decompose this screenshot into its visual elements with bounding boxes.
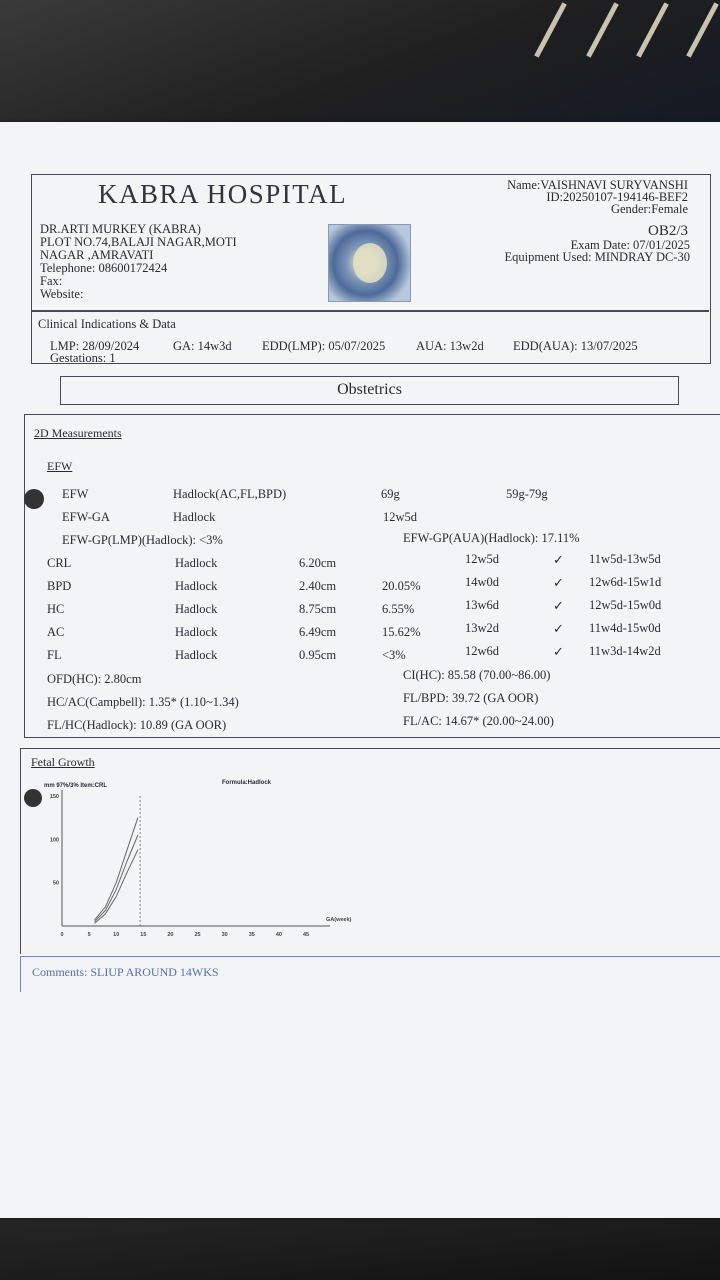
measurement-pct: <3% xyxy=(382,648,406,662)
chart-x-tick-label: 45 xyxy=(302,932,310,938)
background-top xyxy=(0,0,720,125)
measurement-value: 6.20cm xyxy=(299,556,337,570)
measurement-range: 11w5d-13w5d xyxy=(589,552,661,566)
measurement-check: ✓ xyxy=(553,598,564,613)
measurement-check: ✓ xyxy=(553,575,564,590)
chart-y-tick-label: 150 xyxy=(49,794,59,800)
efw-label: EFW xyxy=(62,487,89,501)
efw-value: 69g xyxy=(381,487,400,501)
efw-ga-method: Hadlock xyxy=(173,510,216,524)
chart-x-tick-label: 25 xyxy=(194,932,201,938)
gestations: Gestations: 1 xyxy=(50,351,116,365)
measurement-range: 12w5d-15w0d xyxy=(589,598,662,612)
background-stripe xyxy=(686,2,719,57)
bullet-marker xyxy=(24,489,44,509)
measurement-pct: 6.55% xyxy=(382,602,415,616)
fl-bpd: FL/BPD: 39.72 (GA OOR) xyxy=(403,691,539,705)
chart-x-tick-label: 10 xyxy=(113,932,120,938)
measurement-label: HC xyxy=(47,602,65,616)
ofd-hc: OFD(HC): 2.80cm xyxy=(47,672,142,686)
measurement-value: 6.49cm xyxy=(299,625,337,639)
ga: GA: 14w3d xyxy=(173,339,232,353)
aua: AUA: 13w2d xyxy=(416,339,484,353)
patient-id: ID:20250107-194146-BEF2 xyxy=(546,190,688,204)
measurement-ga: 13w2d xyxy=(465,621,500,635)
chart-x-tick-label: 35 xyxy=(248,932,255,938)
comments-text: Comments: SLIUP AROUND 14WKS xyxy=(32,965,219,979)
measurement-value: 2.40cm xyxy=(299,579,337,593)
measurements-heading: 2D Measurements xyxy=(34,426,122,440)
fax: Fax: xyxy=(40,274,63,288)
measurement-label: CRL xyxy=(47,556,72,570)
measurement-value: 0.95cm xyxy=(299,648,337,662)
measurement-label: AC xyxy=(47,625,65,639)
fl-hc: FL/HC(Hadlock): 10.89 (GA OOR) xyxy=(47,718,227,732)
measurement-method: Hadlock xyxy=(175,625,218,639)
fetal-growth-heading: Fetal Growth xyxy=(31,755,95,769)
measurement-check: ✓ xyxy=(553,552,564,567)
chart-x-axis-label: GA(week) xyxy=(326,917,352,923)
hc-ac: HC/AC(Campbell): 1.35* (1.10~1.34) xyxy=(47,695,239,709)
background-stripe xyxy=(534,2,567,57)
telephone: Telephone: 08600172424 xyxy=(40,261,168,275)
efw-heading: EFW xyxy=(47,459,73,473)
measurement-pct: 20.05% xyxy=(382,579,421,593)
efw-gp-lmp: EFW-GP(LMP)(Hadlock): <3% xyxy=(62,533,223,547)
efw-range: 59g-79g xyxy=(506,487,548,501)
ci-hc: CI(HC): 85.58 (70.00~86.00) xyxy=(403,668,551,682)
chart-formula: Formula:Hadlock xyxy=(222,780,272,786)
measurement-label: BPD xyxy=(47,579,72,593)
clinical-heading: Clinical Indications & Data xyxy=(38,317,176,331)
chart-y-tick-label: 100 xyxy=(49,837,59,844)
measurement-range: 12w6d-15w1d xyxy=(589,575,662,589)
measurement-value: 8.75cm xyxy=(299,602,337,616)
report-paper xyxy=(0,122,720,1218)
address-line-1: PLOT NO.74,BALAJI NAGAR,MOTI xyxy=(40,235,237,249)
patient-name: Name:VAISHNAVI SURYVANSHI xyxy=(507,178,688,192)
bullet-marker xyxy=(24,789,42,807)
efw-ga-label: EFW-GA xyxy=(62,510,110,524)
chart-item-label: mm 97%/3% Item:CRL xyxy=(44,783,108,789)
chart-x-tick-label: 5 xyxy=(87,932,91,938)
measurement-check: ✓ xyxy=(553,644,564,659)
background-stripe xyxy=(636,2,669,57)
exam-date: Exam Date: 07/01/2025 xyxy=(570,238,690,252)
fetal-growth-box xyxy=(20,748,720,954)
edd-lmp: EDD(LMP): 05/07/2025 xyxy=(262,339,386,353)
efw-method: Hadlock(AC,FL,BPD) xyxy=(173,487,287,501)
hospital-name: KABRA HOSPITAL xyxy=(98,179,348,209)
chart-x-tick-label: 15 xyxy=(140,932,147,938)
measurement-method: Hadlock xyxy=(175,648,218,662)
edd-aua: EDD(AUA): 13/07/2025 xyxy=(513,339,638,353)
patient-gender: Gender:Female xyxy=(610,202,688,216)
section-title: Obstetrics xyxy=(60,376,679,405)
chart-x-tick-label: 20 xyxy=(167,932,174,938)
fl-ac: FL/AC: 14.67* (20.00~24.00) xyxy=(403,714,554,728)
chart-x-tick-label: 40 xyxy=(275,932,282,938)
efw-gp-aua: EFW-GP(AUA)(Hadlock): 17.11% xyxy=(403,531,580,545)
address-line-2: NAGAR ,AMRAVATI xyxy=(40,248,154,262)
chart-x-tick-label: 30 xyxy=(221,932,228,938)
header-box xyxy=(31,174,711,364)
measurement-range: 11w3d-14w2d xyxy=(589,644,661,658)
measurement-label: FL xyxy=(47,648,62,662)
background-bottom xyxy=(0,1215,720,1280)
measurement-check: ✓ xyxy=(553,621,564,636)
ultrasound-thumbnail xyxy=(328,224,411,302)
measurement-range: 11w4d-15w0d xyxy=(589,621,661,635)
background-stripe xyxy=(586,2,619,57)
lmp: LMP: 28/09/2024 xyxy=(50,339,140,353)
header-divider xyxy=(32,310,709,312)
measurement-method: Hadlock xyxy=(175,556,218,570)
measurement-ga: 12w6d xyxy=(465,644,500,658)
doctor-name: DR.ARTI MURKEY (KABRA) xyxy=(40,222,201,236)
measurement-method: Hadlock xyxy=(175,579,218,593)
equipment: Equipment Used: MINDRAY DC-30 xyxy=(504,250,690,264)
measurement-pct: 15.62% xyxy=(382,625,421,639)
website: Website: xyxy=(40,287,84,301)
measurement-ga: 14w0d xyxy=(465,575,500,589)
chart-x-tick-label: 0 xyxy=(60,932,64,938)
measurement-ga: 13w6d xyxy=(465,598,500,612)
measurement-ga: 12w5d xyxy=(465,552,500,566)
page-code: OB2/3 xyxy=(647,223,688,239)
measurement-method: Hadlock xyxy=(175,602,218,616)
chart-y-tick-label: 50 xyxy=(52,880,59,887)
efw-ga-value: 12w5d xyxy=(383,510,418,524)
